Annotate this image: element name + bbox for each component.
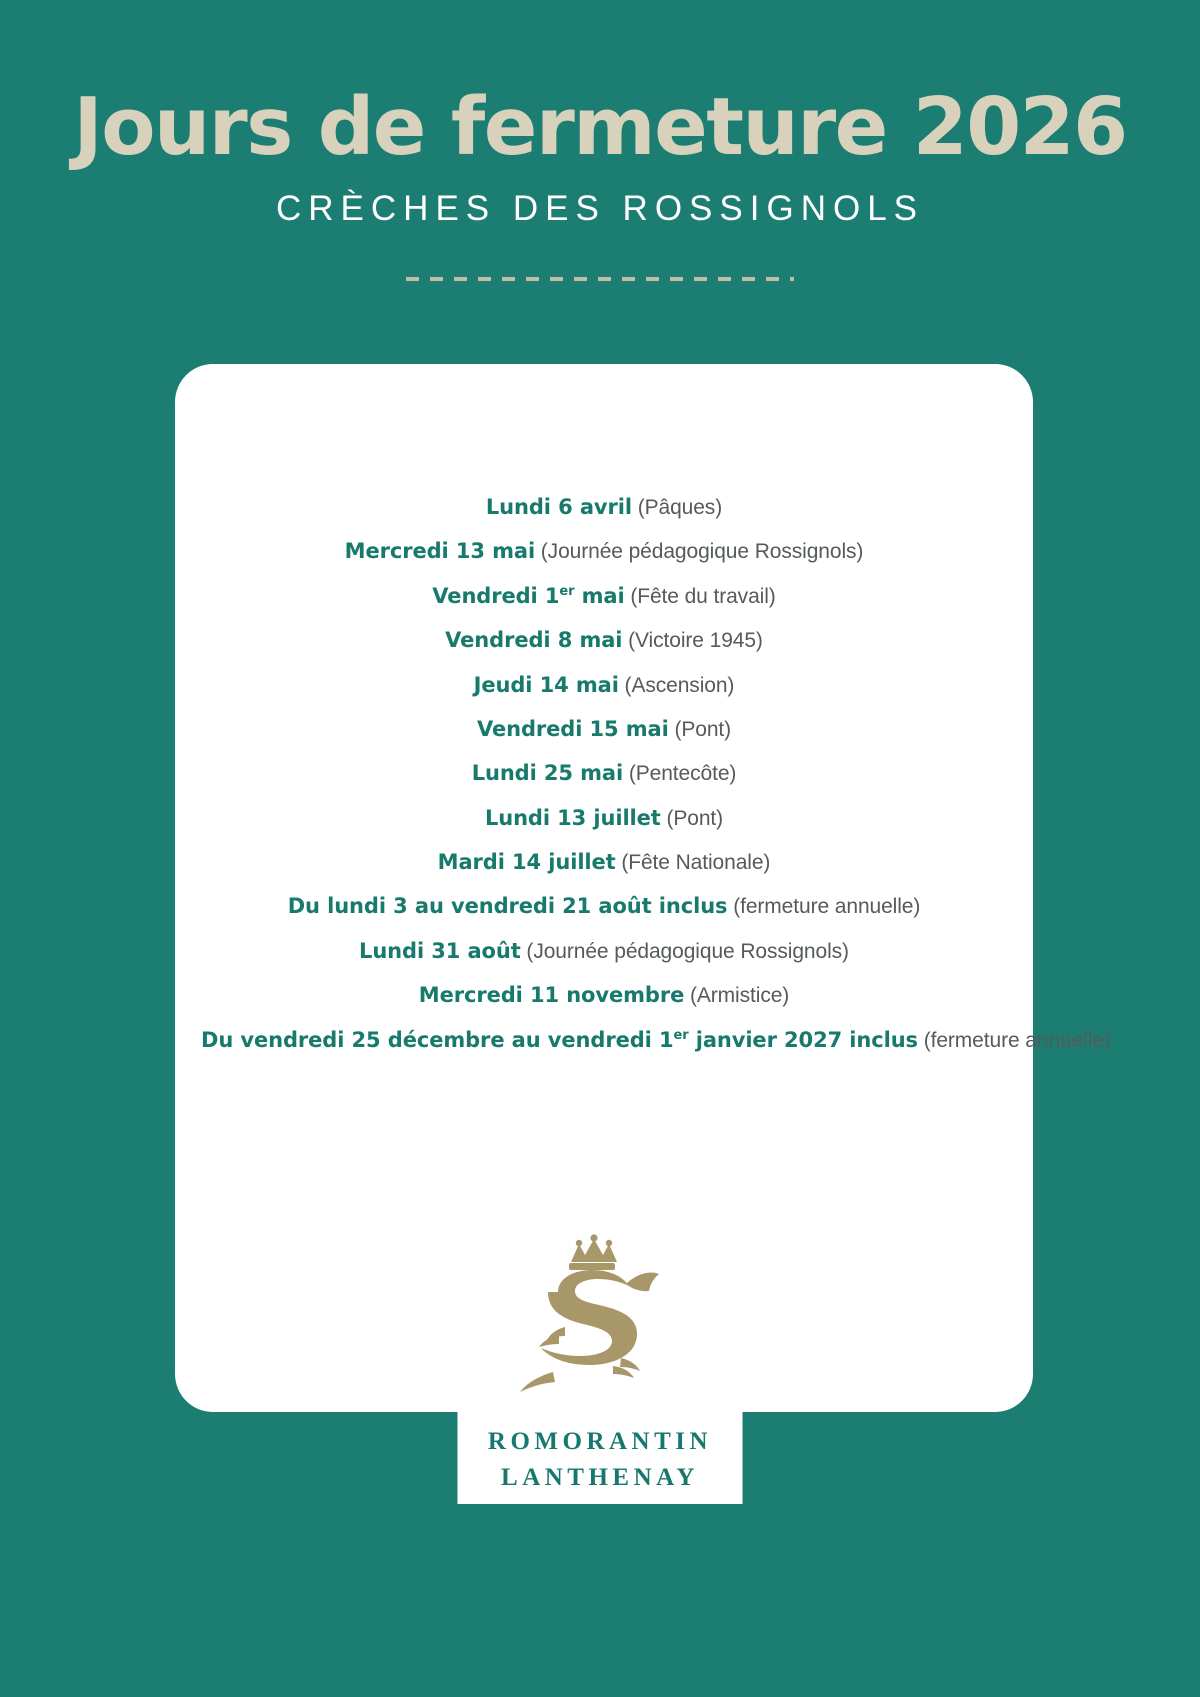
closure-row bbox=[201, 538, 1007, 566]
closure-note: (Pâques) bbox=[631, 496, 723, 519]
closure-note: (fermeture annuelle) bbox=[727, 895, 921, 919]
closure-date: Mercredi 11 novembre bbox=[418, 983, 685, 1008]
closure-date: Lundi 13 juillet bbox=[484, 805, 661, 830]
closure-note: (Victoire 1945) bbox=[622, 629, 763, 653]
closure-row bbox=[201, 893, 1007, 921]
city-name-line1: ROMORANTIN bbox=[487, 1428, 713, 1455]
closure-date: Lundi 25 mai bbox=[471, 761, 624, 786]
closure-note: (Journée pédagogique Rossignols) bbox=[520, 939, 849, 963]
closure-date: Du lundi 3 au vendredi 21 août inclus bbox=[287, 894, 728, 919]
closure-note: (Pont) bbox=[668, 717, 732, 741]
closure-row bbox=[201, 982, 1007, 1010]
closure-note: (Fête Nationale) bbox=[615, 851, 771, 874]
city-name-line2: LANTHENAY bbox=[501, 1463, 699, 1491]
closure-date: Vendredi 8 mai bbox=[445, 628, 623, 653]
closure-date-ordinal: er bbox=[559, 583, 575, 599]
closure-date-ordinal: er bbox=[673, 1027, 689, 1043]
closure-date-continuation: mai bbox=[574, 583, 625, 608]
closure-date: Du vendredi 25 décembre au vendredi 1er bbox=[201, 1027, 689, 1052]
closure-date: Mercredi 13 mai bbox=[344, 539, 536, 564]
closure-row bbox=[201, 938, 1007, 966]
closures-list bbox=[175, 494, 1111, 1054]
salamander-crown-crest-icon bbox=[495, 1232, 705, 1402]
closure-date: Vendredi 1er bbox=[432, 583, 575, 608]
closure-row bbox=[201, 849, 1007, 877]
page-title: Jours de fermeture 2026 bbox=[73, 81, 1127, 173]
closure-row bbox=[201, 583, 1007, 611]
closure-row bbox=[201, 716, 1007, 744]
closure-date: Mardi 14 juillet bbox=[437, 850, 616, 874]
city-logo bbox=[458, 1403, 743, 1504]
closure-note: (Pont) bbox=[660, 806, 724, 830]
closure-date: Lundi 6 avril bbox=[485, 495, 632, 519]
closure-note: (fermeture annuelle) bbox=[917, 1028, 1111, 1052]
closure-date: Vendredi 15 mai bbox=[476, 716, 669, 741]
closure-note: (Fête du travail) bbox=[624, 584, 776, 608]
dashed-divider bbox=[406, 277, 794, 281]
closure-row bbox=[201, 627, 1007, 655]
closure-note: (Pentecôte) bbox=[623, 762, 737, 786]
closure-date: Lundi 31 août bbox=[359, 938, 521, 963]
closure-date-continuation: janvier 2027 inclus bbox=[688, 1027, 918, 1052]
closure-date: Jeudi 14 mai bbox=[473, 672, 619, 697]
poster-header bbox=[0, 0, 1200, 229]
closure-note: (Journée pédagogique Rossignols) bbox=[535, 540, 864, 564]
closure-row bbox=[201, 494, 1007, 522]
closure-row bbox=[201, 672, 1007, 700]
closure-note: (Ascension) bbox=[618, 673, 735, 697]
closure-row bbox=[201, 760, 1007, 788]
closure-row bbox=[201, 1027, 1111, 1055]
page-subtitle: CRÈCHES DES ROSSIGNOLS bbox=[276, 189, 924, 228]
closure-note: (Armistice) bbox=[684, 984, 790, 1008]
closure-row bbox=[201, 805, 1007, 833]
